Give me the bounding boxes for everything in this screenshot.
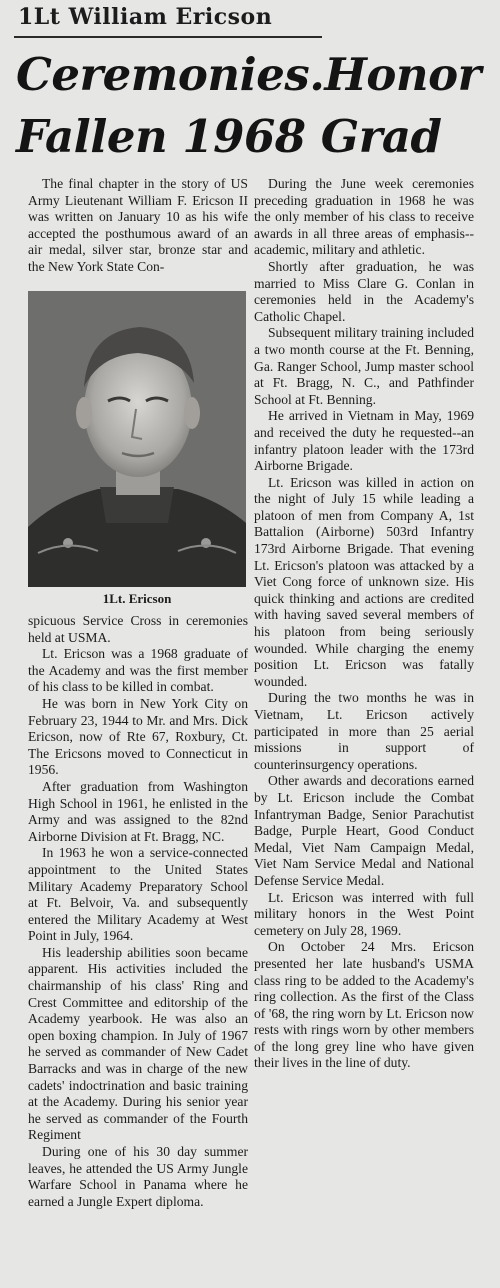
headline-line-2: Fallen 1968 Grad: [16, 110, 442, 163]
headline-line-1: Ceremonies.Honor: [16, 48, 481, 101]
paragraph: Shortly after graduation, he was married to Miss Clare G. Conlan in ceremonies held in the Academy's Catholic Chapel.: [254, 258, 474, 324]
article-column-1-lower: [28, 613, 248, 1210]
photo-caption: 1Lt. Ericson: [102, 591, 172, 606]
paragraph: He was born in New York City on February 23, 1944 to Mr. and Mrs. Dick Ericson, now of Rte 67, Roxbury, Ct. The Ericsons moved to Connecticut in 1956.: [28, 695, 248, 778]
paragraph: Lt. Ericson was a 1968 graduate of the Academy and was the first member of his class to be killed in combat.: [28, 646, 248, 695]
kicker-title: 1Lt William Ericson: [18, 4, 273, 30]
paragraph: spicuous Service Cross in ceremonies held at USMA.: [28, 613, 248, 645]
paragraph: He arrived in Vietnam in May, 1969 and received the duty he requested--an infantry platoon leader with the 173rd Airborne Brigade.: [254, 408, 474, 474]
paragraph: In 1963 he won a service-connected appointment to the United States Military Academy Preparatory School at Ft. Belvoir, Va. and subsequently entered the Military Academy at West Point in July, 1964.: [28, 845, 248, 944]
portrait-photo: [28, 291, 246, 587]
article-column-2: [254, 176, 474, 1072]
paragraph: During one of his 30 day summer leaves, he attended the US Army Jungle Warfare School in Panama where he earned a Jungle Expert diploma.: [28, 1144, 248, 1209]
paragraph: His leadership abilities soon became apparent. His activities included the chairmanship of his class' Ring and Crest Committee and editorship of the Academy yearbook. He was also an open boxing champion. In July of 1967 he served as commander of New Cadet Barracks and was in charge of the new cadets' indoctrination and basic training at the Academy. During his senior year he served as commander of the Fourth Regiment: [28, 944, 248, 1143]
paragraph: Subsequent military training included a two month course at the Ft. Benning, Ga. Ranger School, Jump master school at Ft. Bragg, N. C., and Pathfinder School at Ft. Benning.: [254, 325, 474, 407]
paragraph: During the June week ceremonies preceding graduation in 1968 he was the only member of his class to receive awards in all three areas of emphasis--academic, military and athletic.: [254, 176, 474, 258]
portrait-illustration: [28, 291, 246, 587]
article-intro: The final chapter in the story of US Army Lieutenant William F. Ericson II was written on January 10 as his wife accepted the posthumous award of an air medal, silver star, bronze star and the New York State Con-: [28, 176, 248, 274]
kicker-rule: [14, 36, 322, 38]
paragraph: After graduation from Washington High School in 1961, he enlisted in the Army and was assigned to the 82nd Airborne Division at Ft. Bragg, NC.: [28, 778, 248, 844]
paragraph: During the two months he was in Vietnam, Lt. Ericson actively participated in more than 25 aerial missions in support of counterinsurgency operations.: [254, 690, 474, 772]
paragraph: Other awards and decorations earned by Lt. Ericson include the Combat Infantryman Badge, Senior Parachutist Badge, Purple Heart, Good Conduct Medal, Viet Nam Campaign Medal, Viet Nam Service Medal and National Defense Service Medal.: [254, 773, 474, 888]
headline: [16, 44, 496, 168]
paragraph: On October 24 Mrs. Ericson presented her late husband's USMA class ring to be added to the Academy's ring collection. As the first of the Class of '68, the ring worn by Lt. Ericson now rests with rings worn by other members of the long grey line who have given their lives in the line of duty.: [254, 939, 474, 1071]
paragraph: Lt. Ericson was killed in action on the night of July 15 while leading a platoon of men from Company A, 1st Battalion (Airborne) 503rd Infantry 173rd Airborne Brigade. That evening Lt. Ericson's platoon was attacked by a Viet Cong force of unknown size. His quick thinking and actions are credited with having saved several members of his platoon from being seriously wounded. While charging the enemy position Lt. Ericson was fatally wounded.: [254, 474, 474, 689]
paragraph: Lt. Ericson was interred with full military honors in the West Point cemetery on July 28, 1969.: [254, 889, 474, 938]
